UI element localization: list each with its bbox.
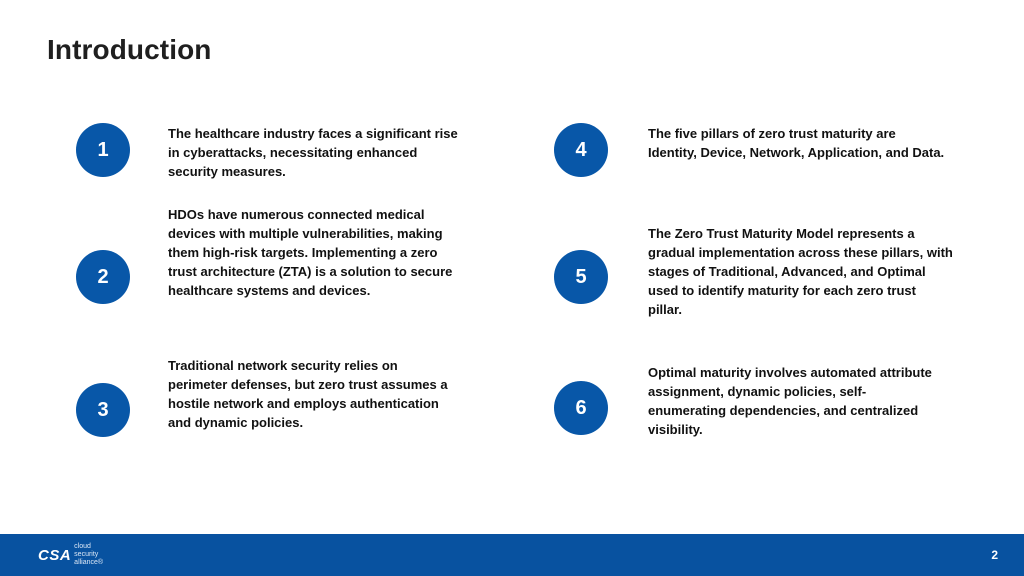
item-text: The five pillars of zero trust maturity are Identity, Device, Network, Application, and Data. xyxy=(648,126,945,160)
number-badge: 1 xyxy=(76,123,130,177)
number-badge: 2 xyxy=(76,250,130,304)
logo-mark: CSA xyxy=(38,546,72,564)
slide-title: Introduction xyxy=(47,34,212,65)
logo-line: cloud xyxy=(74,543,91,550)
number-badge: 3 xyxy=(76,383,130,437)
number-badge: 5 xyxy=(554,250,608,304)
item-text: Traditional network security relies on perimeter defenses, but zero trust assumes a hostile network and employs authentication and dynamic policies. xyxy=(168,358,448,430)
footer-bar xyxy=(0,534,1024,576)
item-text: Optimal maturity involves automated attribute assignment, dynamic policies, self-enumerating dependencies, and centralized visibility. xyxy=(648,365,932,437)
item-text: The Zero Trust Maturity Model represents a gradual implementation across these pillars, with stages of Traditional, Advanced, and Optimal used to identify maturity for each zero trust pillar. xyxy=(648,226,953,317)
logo-line: alliance® xyxy=(74,559,104,566)
csa-logo xyxy=(38,542,103,568)
number-badge: 6 xyxy=(554,381,608,435)
page-number: 2 xyxy=(991,548,998,562)
number-badge: 4 xyxy=(554,123,608,177)
logo-line: security xyxy=(74,551,99,558)
item-text: The healthcare industry faces a significant rise in cyberattacks, necessitating enhanced security measures. xyxy=(168,126,458,179)
logo-wordmark xyxy=(74,543,103,567)
item-text: HDOs have numerous connected medical devices with multiple vulnerabilities, making them high-risk targets. Implementing a zero trust architecture (ZTA) is a solution to secure healthcare systems and devices. xyxy=(168,207,453,298)
